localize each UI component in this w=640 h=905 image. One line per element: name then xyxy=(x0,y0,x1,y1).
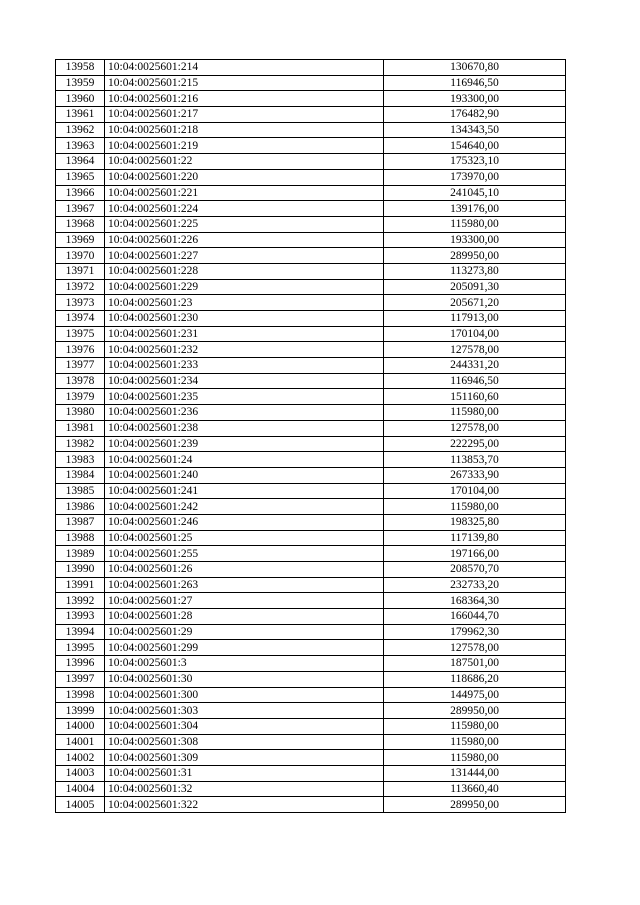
row-number-cell: 14001 xyxy=(56,734,105,750)
value-cell: 170104,00 xyxy=(384,483,566,499)
row-number-cell: 13965 xyxy=(56,169,105,185)
row-number-cell: 13989 xyxy=(56,546,105,562)
table-row xyxy=(56,60,566,76)
row-number-cell: 13967 xyxy=(56,201,105,217)
value-cell: 197166,00 xyxy=(384,546,566,562)
cadastral-number-cell: 10:04:0025601:27 xyxy=(105,593,384,609)
row-number-cell: 13958 xyxy=(56,60,105,76)
cadastral-number-cell: 10:04:0025601:239 xyxy=(105,436,384,452)
cadastral-number-cell: 10:04:0025601:220 xyxy=(105,169,384,185)
value-cell: 115980,00 xyxy=(384,718,566,734)
cadastral-number-cell: 10:04:0025601:22 xyxy=(105,154,384,170)
value-cell: 134343,50 xyxy=(384,122,566,138)
value-cell: 193300,00 xyxy=(384,91,566,107)
row-number-cell: 13996 xyxy=(56,656,105,672)
table-row xyxy=(56,389,566,405)
row-number-cell: 13991 xyxy=(56,577,105,593)
table-body xyxy=(56,60,566,813)
value-cell: 289950,00 xyxy=(384,703,566,719)
value-cell: 113660,40 xyxy=(384,781,566,797)
value-cell: 289950,00 xyxy=(384,797,566,813)
value-cell: 175323,10 xyxy=(384,154,566,170)
value-cell: 154640,00 xyxy=(384,138,566,154)
value-cell: 244331,20 xyxy=(384,358,566,374)
cadastral-number-cell: 10:04:0025601:219 xyxy=(105,138,384,154)
value-cell: 176482,90 xyxy=(384,107,566,123)
value-cell: 113853,70 xyxy=(384,452,566,468)
table-row xyxy=(56,295,566,311)
table-row xyxy=(56,326,566,342)
row-number-cell: 13999 xyxy=(56,703,105,719)
table-row xyxy=(56,342,566,358)
table-row xyxy=(56,781,566,797)
cadastral-number-cell: 10:04:0025601:28 xyxy=(105,609,384,625)
value-cell: 144975,00 xyxy=(384,687,566,703)
cadastral-number-cell: 10:04:0025601:234 xyxy=(105,373,384,389)
cadastral-number-cell: 10:04:0025601:224 xyxy=(105,201,384,217)
table-row xyxy=(56,452,566,468)
row-number-cell: 13969 xyxy=(56,232,105,248)
value-cell: 205091,30 xyxy=(384,279,566,295)
value-cell: 131444,00 xyxy=(384,765,566,781)
cadastral-number-cell: 10:04:0025601:230 xyxy=(105,311,384,327)
table-row xyxy=(56,765,566,781)
table-row xyxy=(56,530,566,546)
table-row xyxy=(56,373,566,389)
cadastral-number-cell: 10:04:0025601:308 xyxy=(105,734,384,750)
table-row xyxy=(56,405,566,421)
table-row xyxy=(56,750,566,766)
value-cell: 117139,80 xyxy=(384,530,566,546)
cadastral-number-cell: 10:04:0025601:228 xyxy=(105,263,384,279)
table-row xyxy=(56,577,566,593)
row-number-cell: 13976 xyxy=(56,342,105,358)
table-row xyxy=(56,248,566,264)
cadastral-number-cell: 10:04:0025601:23 xyxy=(105,295,384,311)
table-row xyxy=(56,201,566,217)
value-cell: 267333,90 xyxy=(384,467,566,483)
table-row xyxy=(56,734,566,750)
table-row xyxy=(56,562,566,578)
row-number-cell: 13985 xyxy=(56,483,105,499)
table-row xyxy=(56,279,566,295)
row-number-cell: 13964 xyxy=(56,154,105,170)
value-cell: 115980,00 xyxy=(384,734,566,750)
cadastral-number-cell: 10:04:0025601:31 xyxy=(105,765,384,781)
cadastral-number-cell: 10:04:0025601:299 xyxy=(105,640,384,656)
row-number-cell: 13974 xyxy=(56,311,105,327)
table-row xyxy=(56,593,566,609)
table-row xyxy=(56,640,566,656)
cadastral-number-cell: 10:04:0025601:240 xyxy=(105,467,384,483)
value-cell: 289950,00 xyxy=(384,248,566,264)
cadastral-number-cell: 10:04:0025601:227 xyxy=(105,248,384,264)
row-number-cell: 14002 xyxy=(56,750,105,766)
cadastral-number-cell: 10:04:0025601:3 xyxy=(105,656,384,672)
row-number-cell: 13987 xyxy=(56,514,105,530)
cadastral-number-cell: 10:04:0025601:32 xyxy=(105,781,384,797)
row-number-cell: 13992 xyxy=(56,593,105,609)
row-number-cell: 13975 xyxy=(56,326,105,342)
cadastral-number-cell: 10:04:0025601:236 xyxy=(105,405,384,421)
value-cell: 115980,00 xyxy=(384,216,566,232)
table-row xyxy=(56,687,566,703)
cadastral-number-cell: 10:04:0025601:232 xyxy=(105,342,384,358)
row-number-cell: 14000 xyxy=(56,718,105,734)
cadastral-number-cell: 10:04:0025601:214 xyxy=(105,60,384,76)
table-row xyxy=(56,483,566,499)
row-number-cell: 14005 xyxy=(56,797,105,813)
value-cell: 173970,00 xyxy=(384,169,566,185)
value-cell: 116946,50 xyxy=(384,75,566,91)
value-cell: 113273,80 xyxy=(384,263,566,279)
value-cell: 127578,00 xyxy=(384,420,566,436)
table-row xyxy=(56,624,566,640)
cadastral-number-cell: 10:04:0025601:309 xyxy=(105,750,384,766)
cadastral-number-cell: 10:04:0025601:30 xyxy=(105,671,384,687)
table-row xyxy=(56,311,566,327)
value-cell: 139176,00 xyxy=(384,201,566,217)
value-cell: 118686,20 xyxy=(384,671,566,687)
value-cell: 232733,20 xyxy=(384,577,566,593)
value-cell: 116946,50 xyxy=(384,373,566,389)
cadastral-number-cell: 10:04:0025601:217 xyxy=(105,107,384,123)
cadastral-number-cell: 10:04:0025601:304 xyxy=(105,718,384,734)
row-number-cell: 13986 xyxy=(56,499,105,515)
row-number-cell: 13966 xyxy=(56,185,105,201)
cadastral-number-cell: 10:04:0025601:246 xyxy=(105,514,384,530)
cadastral-number-cell: 10:04:0025601:218 xyxy=(105,122,384,138)
cadastral-number-cell: 10:04:0025601:26 xyxy=(105,562,384,578)
table-row xyxy=(56,138,566,154)
row-number-cell: 13972 xyxy=(56,279,105,295)
cadastral-number-cell: 10:04:0025601:322 xyxy=(105,797,384,813)
row-number-cell: 13988 xyxy=(56,530,105,546)
row-number-cell: 13990 xyxy=(56,562,105,578)
table-row xyxy=(56,358,566,374)
row-number-cell: 13968 xyxy=(56,216,105,232)
cadastral-number-cell: 10:04:0025601:238 xyxy=(105,420,384,436)
row-number-cell: 13971 xyxy=(56,263,105,279)
cadastral-number-cell: 10:04:0025601:231 xyxy=(105,326,384,342)
value-cell: 127578,00 xyxy=(384,342,566,358)
table-row xyxy=(56,718,566,734)
value-cell: 115980,00 xyxy=(384,405,566,421)
table-row xyxy=(56,169,566,185)
table-row xyxy=(56,107,566,123)
cadastral-number-cell: 10:04:0025601:225 xyxy=(105,216,384,232)
cadastral-number-cell: 10:04:0025601:216 xyxy=(105,91,384,107)
row-number-cell: 14004 xyxy=(56,781,105,797)
table-row xyxy=(56,185,566,201)
value-cell: 222295,00 xyxy=(384,436,566,452)
cadastral-number-cell: 10:04:0025601:215 xyxy=(105,75,384,91)
table-row xyxy=(56,656,566,672)
table-row xyxy=(56,420,566,436)
table-row xyxy=(56,467,566,483)
row-number-cell: 13980 xyxy=(56,405,105,421)
table-row xyxy=(56,609,566,625)
value-cell: 198325,80 xyxy=(384,514,566,530)
row-number-cell: 13963 xyxy=(56,138,105,154)
cadastral-number-cell: 10:04:0025601:233 xyxy=(105,358,384,374)
cadastral-number-cell: 10:04:0025601:29 xyxy=(105,624,384,640)
value-cell: 187501,00 xyxy=(384,656,566,672)
cadastral-number-cell: 10:04:0025601:229 xyxy=(105,279,384,295)
row-number-cell: 13978 xyxy=(56,373,105,389)
table-row xyxy=(56,436,566,452)
row-number-cell: 13977 xyxy=(56,358,105,374)
cadastral-number-cell: 10:04:0025601:255 xyxy=(105,546,384,562)
cadastral-value-table xyxy=(55,59,566,813)
value-cell: 166044,70 xyxy=(384,609,566,625)
row-number-cell: 13981 xyxy=(56,420,105,436)
row-number-cell: 13970 xyxy=(56,248,105,264)
cadastral-number-cell: 10:04:0025601:235 xyxy=(105,389,384,405)
value-cell: 115980,00 xyxy=(384,750,566,766)
cadastral-number-cell: 10:04:0025601:303 xyxy=(105,703,384,719)
cadastral-number-cell: 10:04:0025601:263 xyxy=(105,577,384,593)
table-row xyxy=(56,122,566,138)
value-cell: 130670,80 xyxy=(384,60,566,76)
row-number-cell: 13961 xyxy=(56,107,105,123)
table-row xyxy=(56,263,566,279)
table-row xyxy=(56,703,566,719)
row-number-cell: 13995 xyxy=(56,640,105,656)
row-number-cell: 13994 xyxy=(56,624,105,640)
value-cell: 170104,00 xyxy=(384,326,566,342)
table-row xyxy=(56,154,566,170)
row-number-cell: 13973 xyxy=(56,295,105,311)
table-row xyxy=(56,797,566,813)
table-row xyxy=(56,75,566,91)
table-row xyxy=(56,232,566,248)
cadastral-number-cell: 10:04:0025601:221 xyxy=(105,185,384,201)
table-row xyxy=(56,514,566,530)
cadastral-number-cell: 10:04:0025601:226 xyxy=(105,232,384,248)
value-cell: 179962,30 xyxy=(384,624,566,640)
cadastral-number-cell: 10:04:0025601:300 xyxy=(105,687,384,703)
cadastral-number-cell: 10:04:0025601:25 xyxy=(105,530,384,546)
cadastral-number-cell: 10:04:0025601:241 xyxy=(105,483,384,499)
table-row xyxy=(56,216,566,232)
row-number-cell: 13984 xyxy=(56,467,105,483)
value-cell: 205671,20 xyxy=(384,295,566,311)
value-cell: 208570,70 xyxy=(384,562,566,578)
table-row xyxy=(56,499,566,515)
row-number-cell: 13997 xyxy=(56,671,105,687)
row-number-cell: 13993 xyxy=(56,609,105,625)
row-number-cell: 14003 xyxy=(56,765,105,781)
table-row xyxy=(56,546,566,562)
table-row xyxy=(56,91,566,107)
value-cell: 117913,00 xyxy=(384,311,566,327)
value-cell: 241045,10 xyxy=(384,185,566,201)
cadastral-number-cell: 10:04:0025601:24 xyxy=(105,452,384,468)
row-number-cell: 13960 xyxy=(56,91,105,107)
value-cell: 115980,00 xyxy=(384,499,566,515)
row-number-cell: 13982 xyxy=(56,436,105,452)
row-number-cell: 13979 xyxy=(56,389,105,405)
value-cell: 127578,00 xyxy=(384,640,566,656)
row-number-cell: 13962 xyxy=(56,122,105,138)
row-number-cell: 13998 xyxy=(56,687,105,703)
value-cell: 151160,60 xyxy=(384,389,566,405)
row-number-cell: 13983 xyxy=(56,452,105,468)
row-number-cell: 13959 xyxy=(56,75,105,91)
cadastral-number-cell: 10:04:0025601:242 xyxy=(105,499,384,515)
value-cell: 168364,30 xyxy=(384,593,566,609)
value-cell: 193300,00 xyxy=(384,232,566,248)
table-row xyxy=(56,671,566,687)
